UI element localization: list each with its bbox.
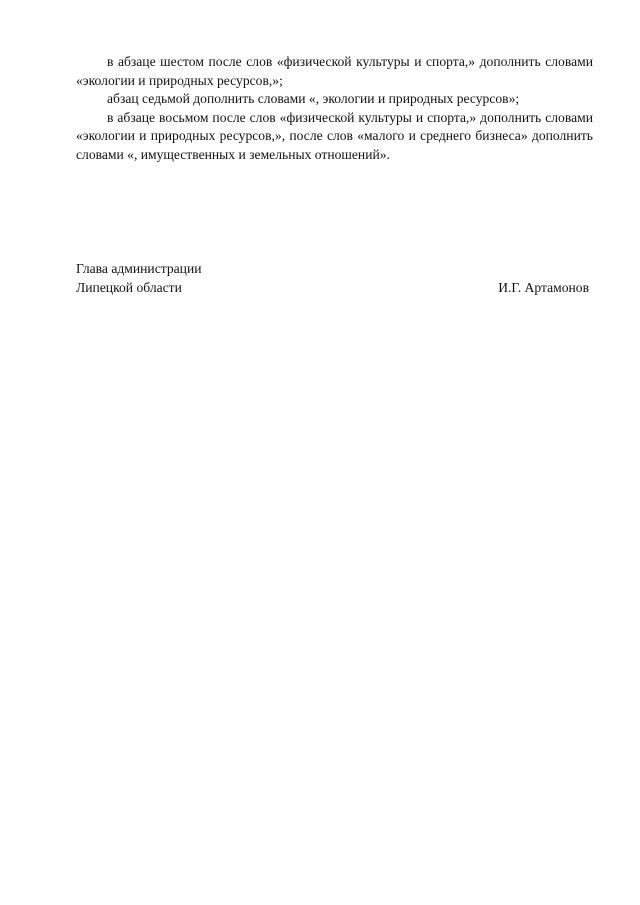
document-body [76, 53, 593, 165]
signatory-name: И.Г. Артамонов [498, 279, 589, 295]
signatory-position-line-1: Глава администрации [76, 261, 202, 276]
paragraph-1: в абзаце шестом после слов «физической культуры и спорта,» дополнить словами «экологии и природных ресурсов,»; [76, 54, 593, 88]
signature-line-1 [76, 260, 593, 279]
paragraph-2: абзац седьмой дополнить словами «, экологии и природных ресурсов»; [107, 91, 520, 107]
signatory-position-line-2: Липецкой области [76, 279, 182, 295]
paragraph-3: в абзаце восьмом после слов «физической культуры и спорта,» дополнить словами «экологии и природных ресурсов,», после слов «малого и среднего бизнеса» дополнить словами «, имущественных и земельных отношений». [76, 109, 593, 162]
signature-block [76, 260, 593, 297]
signature-line-2 [76, 279, 593, 298]
